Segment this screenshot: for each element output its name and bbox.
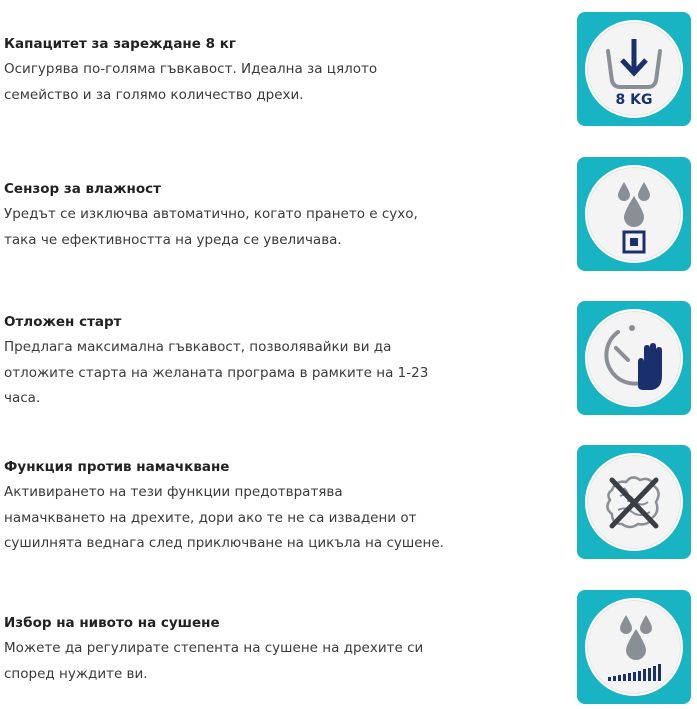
- delay-start-icon-tile: [577, 301, 691, 415]
- anti-crease-icon-tile: [577, 445, 691, 559]
- feature-title: Сензор за влажност: [4, 181, 161, 197]
- feature-description: [4, 202, 444, 253]
- feature-description: [4, 636, 444, 687]
- description-line: Осигурява по-голяма гъвкавост. Идеална за цялото: [4, 61, 378, 77]
- description-line: часа.: [4, 390, 41, 406]
- description-line: сушилнята веднага след приключване на цикъла на сушене.: [4, 535, 444, 551]
- description-line: намачкването на дрехите, дори ако те не са извадени от: [4, 509, 417, 526]
- anti-crease-icon: [594, 462, 674, 542]
- moisture-sensor-icon: [594, 174, 674, 254]
- description-line: Предлага максимална гъвкавост, позволявайки ви да: [4, 339, 392, 355]
- description-line: семейство и за голямо количество дрехи.: [4, 86, 304, 103]
- delay-start-icon: [594, 318, 674, 398]
- description-line: отложите старта на желаната програма в рамките на 1-23: [4, 364, 429, 381]
- description-line: Уредът се изключва автоматично, когато прането е сухо,: [4, 206, 418, 222]
- description-line: според нуждите ви.: [4, 665, 148, 682]
- load-capacity-icon-tile: [577, 12, 691, 126]
- feature-description: [4, 480, 444, 557]
- capacity-label: 8 KG: [615, 92, 653, 108]
- drying-level-icon: [594, 607, 674, 687]
- drying-level-icon-tile: [577, 590, 691, 704]
- feature-description: [4, 335, 444, 412]
- description-line: така че ефективността на уреда се увеличава.: [4, 231, 342, 248]
- feature-description: [4, 57, 444, 108]
- description-line: Активирането на тези функции предотвратява: [4, 484, 343, 500]
- feature-title: Функция против намачкване: [4, 459, 230, 475]
- feature-title: Отложен старт: [4, 314, 122, 330]
- moisture-sensor-icon-tile: [577, 157, 691, 271]
- load-capacity-icon: [594, 29, 674, 109]
- feature-title: Избор на нивото на сушене: [4, 615, 220, 631]
- description-line: Можете да регулирате степента на сушене на дрехите си: [4, 640, 424, 656]
- feature-title: Капацитет за зареждане 8 кг: [4, 36, 236, 52]
